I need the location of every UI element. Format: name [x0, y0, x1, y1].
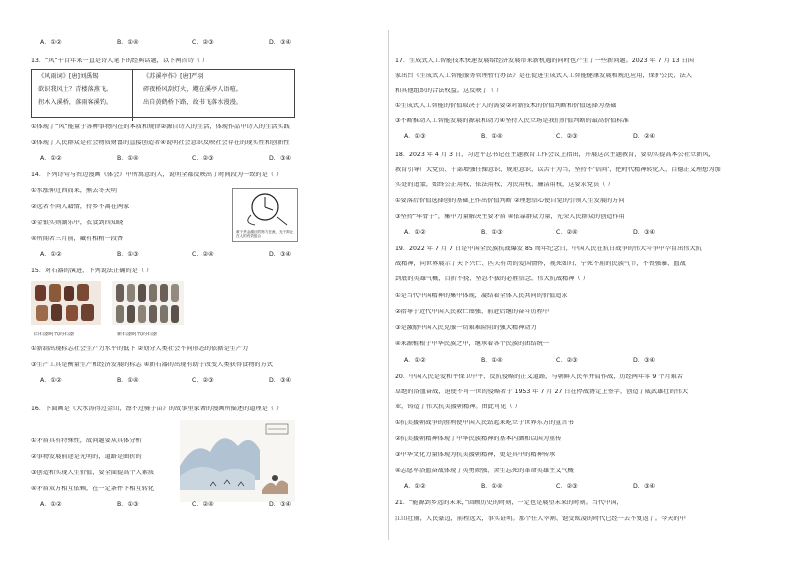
q19-statement-2: ②指导于近代中国人民救亡图强、前赴后继的奋斗历程中	[395, 309, 550, 315]
q15-stem: 15．对石器的演进，下列说法正确的是（ ）	[31, 268, 153, 274]
q20-statement-2: ②抗美援朝精神体现了中华民族精神的基本内涵和以国为重传	[395, 436, 562, 442]
option-c: C．②③	[556, 133, 578, 140]
q17-line-1: 17．生成式人工智能技术快速发展给经济发展带来新机遇的同时也产生了一些新问题。2023 年 7 月 13 日国	[395, 58, 694, 64]
option-d: D．③④	[269, 501, 292, 508]
clock-illustration	[233, 189, 297, 229]
q20-statement-4: ④志愿军浴血奋战体现了英勇顽强、舍生忘死的革命英雄主义气概	[395, 468, 574, 474]
option-a: A．①③	[404, 133, 426, 140]
cartoon-caption: 黄于杀金湖区的物力在流，光于抑止在人的有效组合	[236, 230, 294, 239]
q16-statement-3: ③创造和实现人生价值，要全面提高个人素质	[31, 470, 155, 476]
option-d: D．③④	[269, 39, 292, 46]
q19-statement-1: ①是当代中国精神的集中体现，凝结着全体人民共同的价值追求	[395, 293, 568, 299]
q13-stem: 13．“风”千百年来一直是诗人笔下的经典话题，以下两首诗（ ）	[31, 58, 209, 64]
q17-line-3: 和其他组织的合法权益。这反映了（ ）	[395, 88, 503, 94]
q16-statement-1: ①矛盾具有特殊性，故问题要从具体分析	[31, 438, 142, 444]
option-b: B．①③	[481, 229, 503, 236]
option-c: C．②③	[192, 39, 214, 46]
option-d: D．③④	[633, 483, 656, 490]
q14-stem: 14．下列诗句与右边漫画《体会》中所寓意的人，说明全都反映出了时间段为一致的是（ ）	[31, 172, 283, 178]
q19-line-3: 到底的英雄气概，百折不挠、坚忍不拔的必胜信念。伟大抗战精神（ ）	[395, 276, 589, 282]
mountain-landscape-illustration	[180, 420, 295, 502]
option-d: D．③④	[269, 251, 292, 258]
q18-statement-1: ①要落后价值选择创的基础上作出价值判断 ②理想信心使自觉的引领人生发展的方向	[395, 198, 625, 204]
poem-1-line-1: 欲识我风土？青楼落燕飞。	[38, 86, 113, 94]
option-a: A．①②	[404, 229, 426, 236]
option-b: B．①④	[481, 483, 503, 490]
q20-statement-1: ①抗美援朝战争的胜利使中国人民站起来屹立于世界东方的宣言书	[395, 420, 574, 426]
q19-line-2: 战精神，向世界展示了天下兴亡、匹夫有责的爱国情怀，视死如归、宁死不屈的民族气节，不畏强暴、血战	[395, 261, 686, 267]
option-a: A．①②	[40, 155, 62, 162]
q21-line-2: 江山壮丽，人民豪迈，前程远大，事实证明。那个任人宰割、饱受欺凌的时代已经一去不复返了。今天的中	[395, 516, 686, 522]
q20-line-2: 卓绝的浴血奋战，迫使不可一世的侵略者于 1953 年 7 月 27 日在停战协定上签字，创造了威武雄壮的伟大	[395, 389, 689, 395]
q15-statement-1: ①新制出现标志社会生产力水平的低下 ②划分人类社会不同形态的依据是生产力	[31, 346, 249, 352]
new-stone-tools-photo	[112, 281, 184, 325]
q16-painting	[180, 420, 295, 502]
q17-statement-2: ③不断推动人工智能发展的源泉和动力④坚持人民立场是我们价值判断的最高价值标准	[395, 118, 629, 124]
option-a: A．①②	[404, 483, 426, 490]
q20-line-3: 业，铸造了伟大抗美援朝精神。由此可见（ ）	[395, 404, 521, 410]
q14-cartoon	[232, 188, 298, 242]
poem-2-line-2: 出自黄鹤桥下路，故书飞落水漫漫。	[143, 99, 242, 107]
q21-line-1: 21．“能源到乡远的未来，”回顾历史的时刻，一定也是展望未来的时刻。当代中国，	[395, 500, 623, 506]
old-stone-caption: 旧石器时代的石器	[34, 332, 75, 337]
option-b: B．①④	[481, 133, 503, 140]
q13-statement-2: ③体现了人民群众是社会物质财富的直接创造者④说明社会意识反映社会存在的现实性和创新性	[31, 140, 290, 146]
option-c: C．②④	[556, 229, 578, 236]
q13-poem-table	[31, 69, 295, 118]
option-c: C．②③	[556, 483, 578, 490]
q17-statement-1: ①生成式人工智能的价值取决于人的需要②对新技术的价值判断和价值选择为基础	[395, 103, 617, 109]
option-d: D．③④	[633, 229, 656, 236]
poem-1-title: 《风雨词》[唐]刘禹锡	[38, 73, 99, 80]
q18-line-1: 18．2023 年 4 月 3 日，习近平总书记在主题教育工作会议上指出，开展这次主题教育，要切实提高本公社立新风，	[395, 152, 715, 158]
option-d: D．③④	[633, 357, 656, 364]
option-b: B．①④	[117, 155, 139, 162]
option-c: C．②④	[192, 251, 214, 258]
option-d: D．②④	[633, 133, 656, 140]
q14-statement-1: ①水涨伸过西而来，熊去冬天明	[31, 188, 117, 194]
option-d: D．③④	[269, 155, 292, 162]
option-c: C．②③	[192, 377, 214, 384]
poem-2-line-1: 碎夜桥风刮灯火，飕在溪亭人语喧。	[143, 86, 242, 94]
option-d: D．③④	[269, 377, 292, 384]
q14-statement-2: ②远者不问人籍情，持乡不离在两家	[31, 204, 130, 210]
q20-statement-3: ③中华文化力量体现为抗美援朝精神，更是其中的精神传承	[395, 452, 556, 458]
option-b: B．①③	[117, 501, 139, 508]
option-b: B．①④	[481, 357, 503, 364]
old-stone-tools-photo	[31, 281, 101, 325]
q20-line-1: 20．中国人民是爱和平保卫中平、反抗侵略的正义道路，与朝鲜人民军并肩作战，历经两年零 9 个月艰苦	[395, 374, 683, 380]
q18-line-3: 实处的追蒙，始终公正用权、依法用权、为民用权、廉洁用权，这要求党员（ ）	[395, 182, 614, 188]
option-a: A．①②	[40, 39, 62, 46]
q19-statement-4: ④来源植根于中华民族之中，继承着各个民族的团结统一	[395, 341, 550, 347]
poem-2	[132, 70, 305, 121]
q19-line-1: 19．2022 年 7 月 7 日是中国全民族抗战爆发 85 周年纪念日，中国人民在抗日战争的伟大斗争中孕育出伟大抗	[395, 246, 702, 252]
q14-statement-3: ③金银实则湖乐中，衣食到四知晓	[31, 220, 124, 226]
poem-1	[32, 70, 132, 121]
q15-statement-2: ③生产工具是衡量生产和经济发展的标志 ④新石器的出现有助于改变人类获得食物的方式	[31, 362, 273, 368]
option-c: C．②③	[192, 155, 214, 162]
option-b: B．①③	[117, 251, 139, 258]
poem-2-title: 《苏溪亭作》[唐]严羽	[143, 73, 204, 80]
q14-statement-4: ④所闻者三月前，藏有相稍一段香	[31, 236, 124, 242]
option-c: C．②③	[556, 357, 578, 364]
column-divider	[388, 30, 389, 540]
q17-line-2: 家出台《生成式人工智能服务管理暂行办法》是在促进生成式人工智能健康发展和规范应用，保护公民、法人	[395, 73, 692, 79]
q19-statement-3: ③是激励中国人民克服一切艰难险阻的强大精神动力	[395, 325, 537, 331]
option-a: A．①②	[40, 377, 62, 384]
option-b: B．①④	[117, 39, 139, 46]
q18-line-2: 教育引导广大党员、干部增强任操意识、规矩意识，以苦干为当，坚持不‘信问’，把时代精神转化人、百德正义理想为加	[395, 167, 721, 173]
option-b: B．①④	[117, 377, 139, 384]
option-c: C．②④	[192, 501, 214, 508]
new-stone-caption: 新石器时代的石器	[117, 332, 158, 337]
q16-stem: 16．下面画是《大水涛得过金山，漂不过骑子亩》的故事里家奢的漫画所描述的道理是（ ）	[31, 406, 283, 412]
q16-statement-2: ②事物发展前途是光明的，道路是曲折的	[31, 454, 142, 460]
option-a: A．①②	[40, 501, 62, 508]
q16-statement-4: ④矛盾双方相互依赖，在一定条件下相互转化	[31, 486, 155, 492]
q13-statement-1: ①体现了“风”能量于各种事物内在的本质和规律②源自诗人的生活，体现作品中诗人的生活实践	[31, 124, 290, 130]
poem-1-line-2: 拐木入溪桥，落雨客溪钓。	[38, 99, 113, 107]
option-a: A．①②	[40, 251, 62, 258]
q18-statement-2: ③坚持“牢骨子”，集中力量解决主要矛盾 ④依靠群众力量，光荣人民群众的创造作用	[395, 214, 625, 220]
option-a: A．①②	[404, 357, 426, 364]
